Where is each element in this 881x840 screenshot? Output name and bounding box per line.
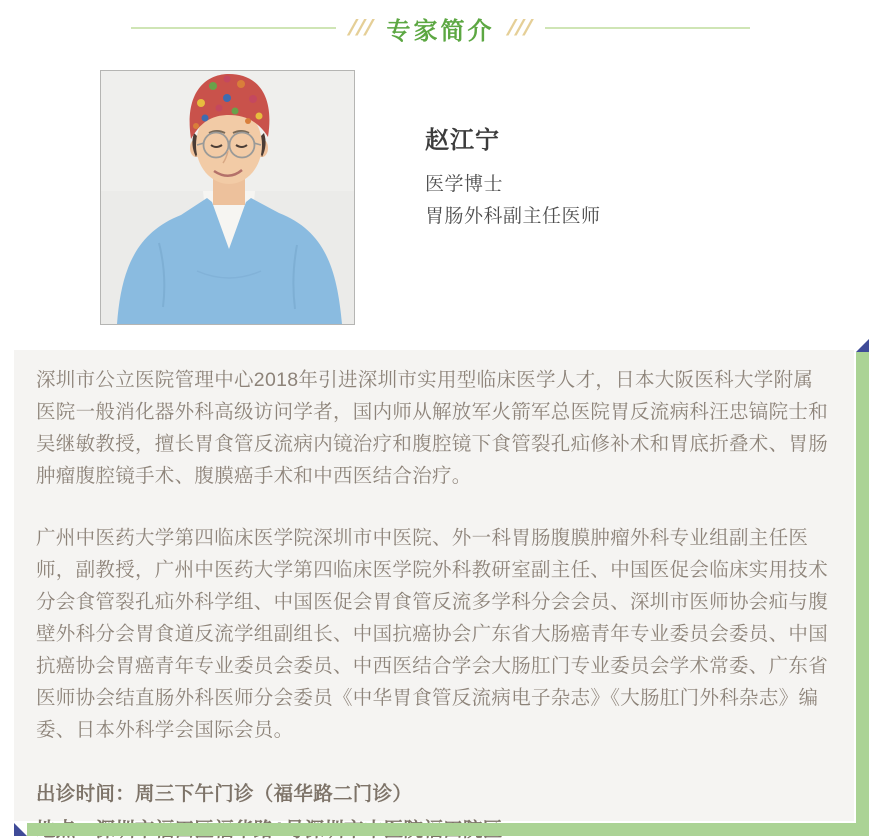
triple-slash-icon-right: /// <box>505 15 535 40</box>
triple-slash-icon-left: /// <box>347 15 376 40</box>
doctor-name: 赵江宁 <box>425 127 500 154</box>
doctor-degree: 医学博士 <box>425 174 504 195</box>
doctor-namecard <box>425 120 601 233</box>
doctor-photo <box>100 70 355 325</box>
clinic-schedule: 出诊时间：周三下午门诊（福华路二门诊） <box>36 783 413 805</box>
bio-paragraph-1: 深圳市公立医院管理中心2018年引进深圳市实用型临床医学人才，日本大阪医科大学附属医院一般消化器外科高级访问学者，国内师从解放军火箭军总医院胃反流病科汪忠镐院士和吴继敏教授，擅长胃食管反流病内镜治疗和腹腔镜下食管裂孔疝修补术和胃底折叠术、胃肠肿瘤腹腔镜手术、腹膜癌手术和中西医结合治疗。 <box>36 369 829 487</box>
bio-paragraph-2: 广州中医药大学第四临床医学院深圳市中医院、外一科胃肠腹膜肿瘤外科专业组副主任医师，副教授，广州中医药大学第四临床医学院外科教研室副主任、中国医促会临床实用技术分会食管裂孔疝外科学组、中国医促会胃食管反流多学科分会会员、深圳市医师协会疝与腹壁外科分会胃食道反流学组副组长、中国抗癌协会广东省大肠癌青年专业委员会委员、中国抗癌协会胃癌青年专业委员会委员、中西医结合学会大肠肛门专业委员会学术常委、广东省医师协会结直肠外科医师分会委员《中华胃食管反流病电子杂志》《大肠肛门外科杂志》编委、日本外科学会国际会员。 <box>36 527 829 741</box>
corner-triangle-top-right <box>856 339 869 352</box>
header-line-right <box>545 27 750 29</box>
biography-card <box>14 350 854 821</box>
green-shadow-bottom <box>27 823 869 836</box>
corner-triangle-bottom-left <box>14 823 27 836</box>
doctor-position: 胃肠外科副主任医师 <box>425 206 601 227</box>
header-line-left <box>131 27 336 29</box>
page-title: 专家简介 <box>386 17 495 45</box>
section-header <box>0 12 881 44</box>
doctor-portrait-illustration <box>101 71 354 324</box>
green-shadow-right <box>856 352 869 823</box>
